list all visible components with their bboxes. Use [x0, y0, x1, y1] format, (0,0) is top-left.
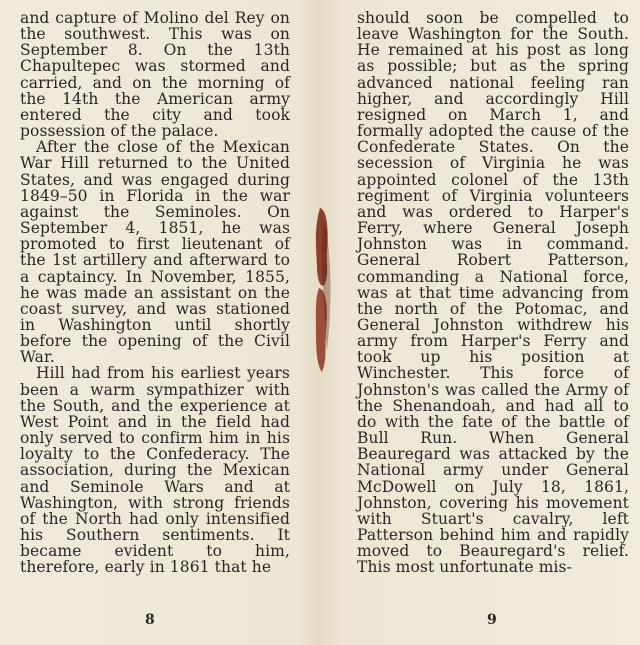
right-page-text: [357, 10, 629, 575]
left-page-text: [20, 10, 290, 575]
left-paragraph-2: After the close of the Mexican War Hill returned to the United States, and was engaged during 1849–50 in Florida in the war against the Seminoles. On September 4, 1851, he was promoted to first lieutenant of the 1st artillery and afterward to a captaincy. In November, 1855, he was made an assistant on the coast survey, and was stationed in Washington until shortly before the opening of the Civil War.: [20, 138, 290, 367]
page-number-left: 8: [145, 612, 155, 628]
left-paragraph-3: Hill had from his earliest years been a warm sympathizer with the South, and the experience at West Point and in the field had only served to confirm him in his loyalty to the Confederacy. The association, during the Mexican and Seminole Wars and at Washington, with strong friends of the North had only intensified his Southern sentiments. It became evident to him, therefore, early in 1861 that he: [20, 364, 290, 577]
left-page: [20, 10, 290, 575]
left-paragraph-1: and capture of Molino del Rey on the southwest. This was on September 8. On the 13th Chapultepec was stormed and carried, and on the morning of the 14th the American army entered the city and took possession of the palace.: [20, 9, 290, 141]
page-number-right: 9: [487, 612, 497, 628]
binding-stain: [305, 200, 341, 380]
right-page: [357, 10, 629, 575]
right-paragraph-1: should soon be compelled to leave Washington for the South. He remained at his post as long as possible; but as the spring advanced national feeling ran higher, and accordingly Hill resigned on March 1, and formally adopted the cause of the Confederate States. On the secession of Virginia he was appointed colonel of the 13th regiment of Virginia volunteers and was ordered to Harper's Ferry, where General Joseph Johnston was in command. General Robert Patterson, commanding a National force, was at that time advancing from the north of the Potomac, and General Johnston withdrew his army from Harper's Ferry and took up his position at Winchester. This force of Johnston's was called the Army of the Shenandoah, and had all to do with the fate of the battle of Bull Run. When General Beauregard was attacked by the National army under General McDowell on July 18, 1861, Johnston, covering his movement with Stuart's cavalry, left Patterson behind him and rapidly moved to Beauregard's relief. This most unfortunate mis-: [357, 9, 629, 577]
